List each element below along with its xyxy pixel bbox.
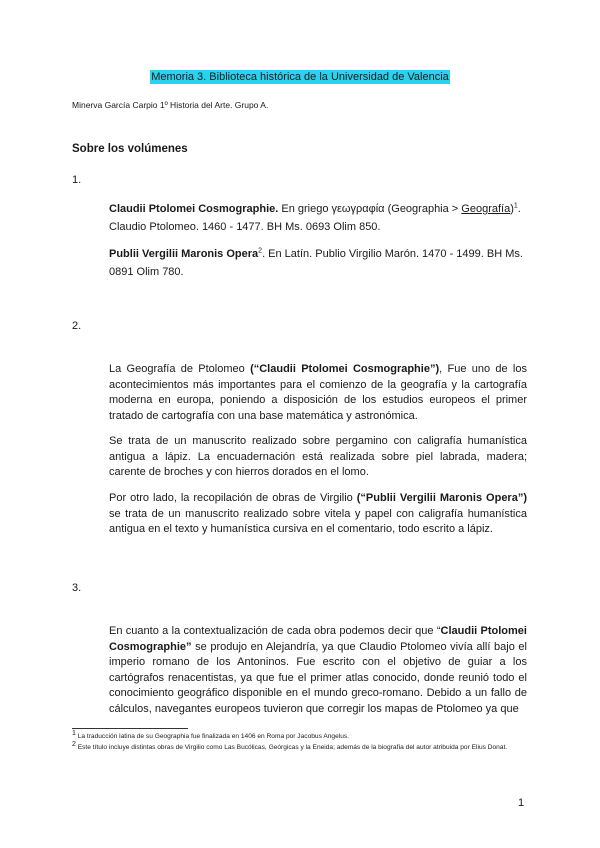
footnote-1-text: La traducción latina de su Geographia fue finalizada en 1406 en Roma por Jacobus Angelus. [75,733,349,740]
footnote-2-text: Este título incluye distintas obras de Virgilio como Las Bucólicas, Geórgicas y la Eneida; además de la biografía del autor atribuida por Elius Donat. [75,744,508,751]
footnote-divider [72,728,188,729]
paragraph-manuscrito: Se trata de un manuscrito realizado sobre pergamino con caligrafía humanística antigua a lápiz. La encuadernación está realizada sobre piel labrada, madera; carente de broches y con hierros dorados en el lomo. [109,435,527,478]
item-number-3: 3. [72,582,82,594]
footnote-ref-1[interactable]: 1 [513,202,518,210]
paragraph-geografia [109,362,527,424]
paragraph-virgilio-a: Por otro lado, la recopilación de obras de Virgilio [109,492,357,504]
reference-virgilio-title: Publii Vergilii Maronis Opera [109,248,259,260]
item-number-2: 2. [72,320,82,332]
author-line: Minerva García Carpio 1º Historia del Arte. Grupo A. [72,100,269,110]
paragraph-virgilio [109,491,527,538]
reference-ptolomeo [109,200,527,236]
paragraph-contexto-a: En cuanto a la contextualización de cada obra podemos decir que “ [109,625,441,637]
reference-ptolomeo-text2: ) [510,203,514,215]
paragraph-contexto-bold: Claudii Ptolomei Cosmographie” [109,625,527,653]
reference-virgilio [109,245,527,281]
footnote-2-number: 2 [72,740,76,748]
reference-ptolomeo-text1: En griego γεωγραφία (Geographia > [278,203,462,215]
paragraph-geografia-b: , Fue uno de los acontecimientos más importantes para el comienzo de la geografía y la cartografía moderna en europa, poniendo a disposición de los estudios europeos el primer tratado de cartografía con una base matemática y astronómica. [109,363,527,422]
paragraph-virgilio-b: se trata de un manuscrito realizado sobre vitela y papel con caligrafía humanística antigua en el texto y humanística cursiva en el comentario, todo escrito a lápiz. [109,507,527,535]
footnote-2 [72,740,532,753]
item-number-1: 1. [72,174,82,186]
section-title: Sobre los volúmenes [72,143,188,155]
paragraph-virgilio-bold: (“Publii Vergilii Maronis Opera”) [356,492,527,504]
header-title-highlight: Memoria 3. Biblioteca histórica de la Universidad de Valencia [151,71,449,83]
geografia-link[interactable]: Geografía [461,203,511,215]
header-title [0,71,600,83]
reference-ptolomeo-text3: . Claudio Ptolomeo. 1460 - 1477. BH Ms. 0693 Olim 850. [109,203,521,233]
footnote-1 [72,729,532,742]
reference-ptolomeo-title: Claudii Ptolomei Cosmographie. [109,203,279,215]
paragraph-contexto [109,624,527,717]
paragraph-contexto-b: se produjo en Alejandría, ya que Claudio Ptolomeo vivía allí bajo el imperio romano de los Antoninos. Fue escrito con el objetivo de guiar a los cartógrafos renacentistas, ya que fue el primer atlas conocido, donde reunió todo el conocimiento geográfico disponible en el mundo greco-romano. Debido a un fallo de cálculos, navegantes europeos tuvieron que corregir los mapas de Ptolomeo ya que [109,640,527,715]
reference-virgilio-text: . En Latín. Publio Virgilio Marón. 1470 - 1499. BH Ms. 0891 Olim 780. [109,248,523,278]
footnote-ref-2[interactable]: 2 [258,247,263,255]
paragraph-geografia-a: La Geografía de Ptolomeo [109,363,251,375]
page-number: 1 [518,797,525,809]
paragraph-geografia-bold: (“Claudii Ptolomei Cosmographie”) [250,363,440,375]
footnote-1-number: 1 [72,729,76,737]
